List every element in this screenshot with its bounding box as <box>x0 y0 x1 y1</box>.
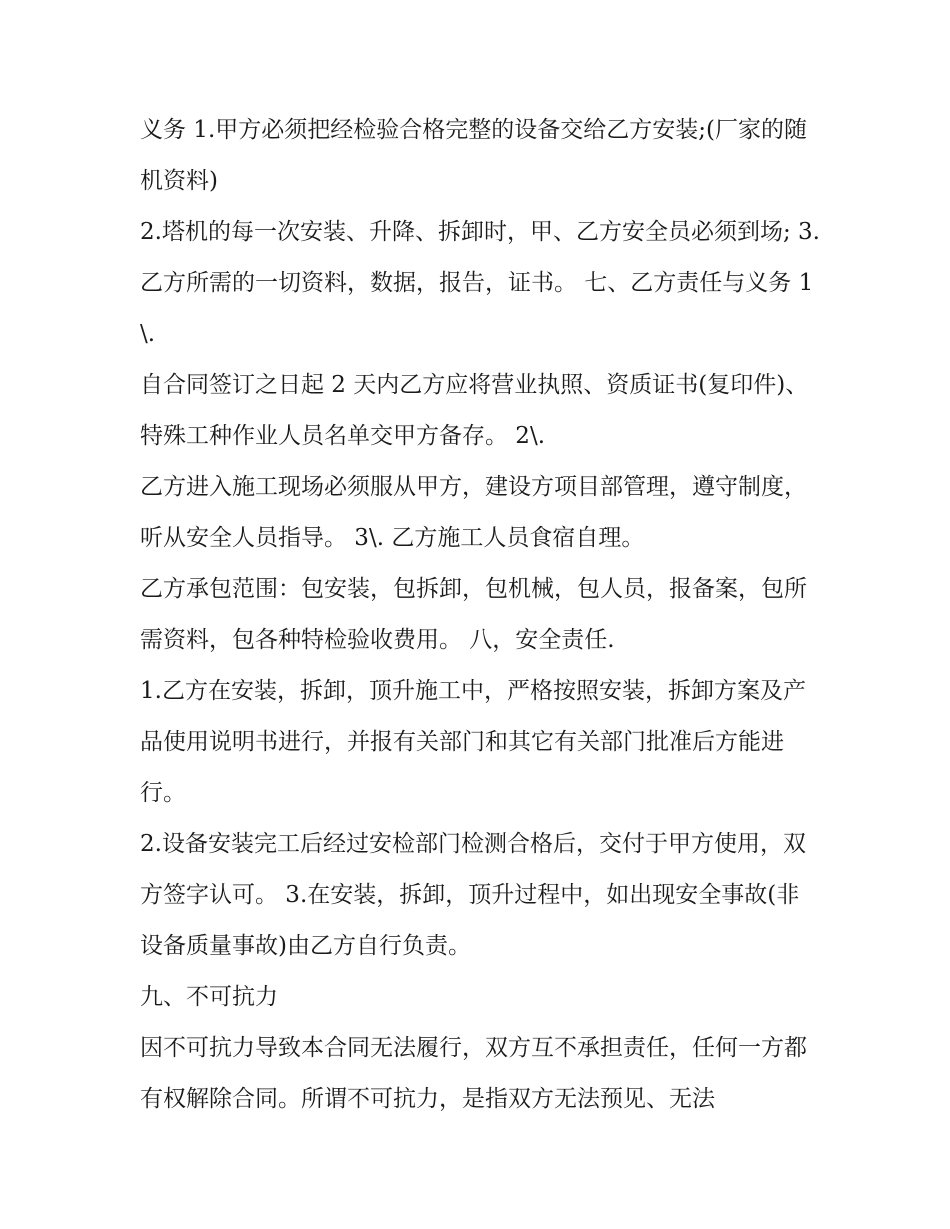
section-heading-force-majeure: 九、不可抗力 <box>140 984 278 1010</box>
paragraph-contract-scope: 乙方承包范围：包安装，包拆卸，包机械，包人员，报备案，包所需资料，包各种特检验收费用。 八，安全责任. <box>140 576 807 653</box>
paragraph-inspection-and-accidents: 2.设备安装完工后经过安检部门检测合格后，交付于甲方使用，双方签字认可。 3.在安装，拆卸，顶升过程中，如出现安全事故(非设备质量事故)由乙方自行负责。 <box>140 831 806 959</box>
contract-text-body <box>140 105 820 1125</box>
paragraph-installation-procedure: 1.乙方在安装，拆卸，顶升施工中，严格按照安装，拆卸方案及产品使用说明书进行，并报有关部门和其它有关部门批准后方能进行。 <box>140 678 806 806</box>
paragraph-party-a-obligations: 义务 1.甲方必须把经检验合格完整的设备交给乙方安装;(厂家的随机资料) <box>140 117 807 194</box>
paragraph-tower-crane-safety: 2.塔机的每一次安装、升降、拆卸时，甲、乙方安全员必须到场; 3.乙方所需的一切资料，数据，报告，证书。 七、乙方责任与义务 1\. <box>140 219 820 347</box>
paragraph-license-submission: 自合同签订之日起 2 天内乙方应将营业执照、资质证书(复印件)、特殊工种作业人员名单交甲方备存。 2\. <box>140 372 809 449</box>
paragraph-force-majeure: 因不可抗力导致本合同无法履行，双方互不承担责任，任何一方都有权解除合同。所谓不可抗力，是指双方无法预见、无法 <box>140 1035 807 1112</box>
paragraph-site-management: 乙方进入施工现场必须服从甲方，建设方项目部管理，遵守制度，听从安全人员指导。 3\. 乙方施工人员食宿自理。 <box>140 474 807 551</box>
